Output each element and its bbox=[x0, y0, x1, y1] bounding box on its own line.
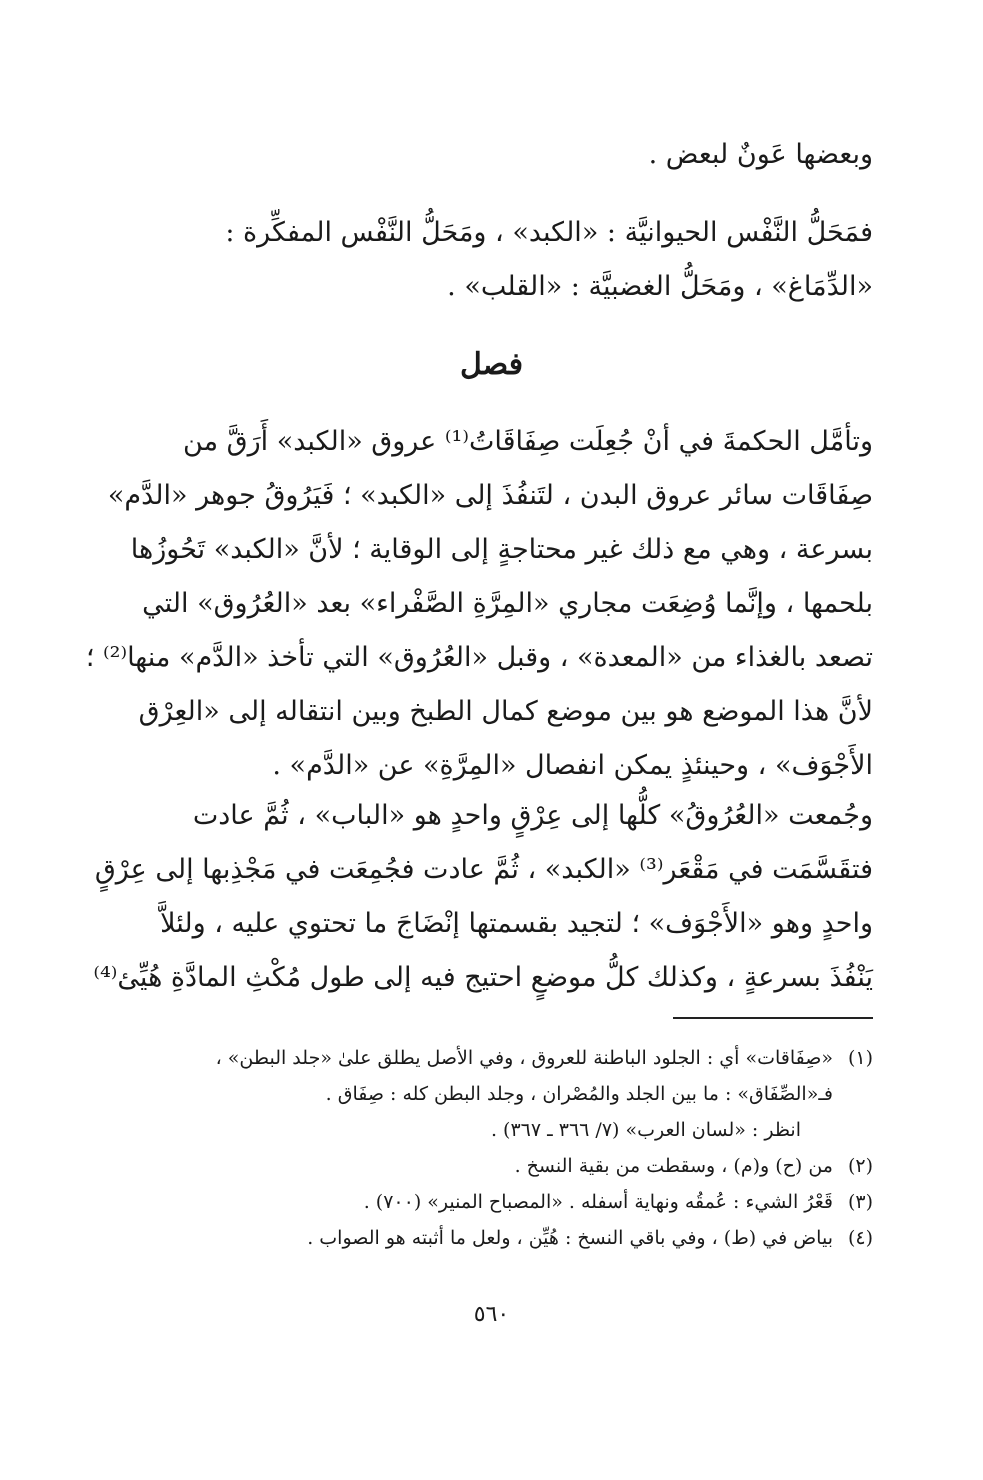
paragraph-2 bbox=[103, 206, 873, 314]
text-line: الأَجْوَف» ، وحينئذٍ يمكن انفصال «المِرَّةِ» عن «الدَّم» . bbox=[272, 750, 873, 781]
footnote-number: (١) bbox=[847, 1047, 873, 1069]
footnote-text: «صِفَاقات» أي : الجلود الباطنة للعروق ، وفي الأصل يطلق علىٰ «جلد البطن» ، bbox=[215, 1047, 833, 1069]
footnote-1 bbox=[103, 1040, 873, 1076]
text-line: وتأمَّل الحكمةَ في أنْ جُعِلَت صِفَاقَاتُ⁽¹⁾ عروق «الكبد» أَرَقَّ من bbox=[183, 426, 873, 457]
footnote-text: قَعْرُ الشيء : عُمقُه ونهاية أسفله . «المصباح المنير» (٧٠٠) . bbox=[363, 1191, 833, 1213]
footnote-text: انظر : «لسان العرب» (٧/ ٣٦٦ ـ ٣٦٧) . bbox=[490, 1119, 801, 1141]
text-line: واحدٍ وهو «الأَجْوَف» ؛ لتجيد بقسمتها إنْضَاجَ ما تحتوي عليه ، ولئلاَّ bbox=[160, 908, 873, 939]
footnote-text: فـ«الصِّفَاق» : ما بين الجلد والمُصْران ، وجلد البطن كله : صِفَاق . bbox=[325, 1083, 833, 1105]
paragraph-4 bbox=[93, 789, 873, 1005]
text-line: لأنَّ هذا الموضع هو بين موضع كمال الطبخ وبين انتقاله إلى «العِرْق bbox=[138, 696, 873, 727]
text-line: بلحمها ، وإنَّما وُضِعَت مجاري «المِرَّةِ الصَّفْراء» بعد «العُرُوق» التي bbox=[142, 588, 873, 619]
footnote-text: من (ح) و(م) ، وسقطت من بقية النسخ . bbox=[514, 1155, 833, 1177]
text-line: فتقَسَّمَت في مَقْعَر⁽³⁾ «الكبد» ، ثُمَّ عادت فجُمِعَت في مَجْذِبها إلى عِرْقٍ bbox=[94, 854, 873, 885]
page-number: ٥٦٠ bbox=[473, 1302, 510, 1327]
footnote-text: بياض في (ط) ، وفي باقي النسخ : هُيِّن ، ولعل ما أثبته هو الصواب . bbox=[307, 1227, 833, 1249]
text-line: وجُمعت «العُرُوقُ» كلُّها إلى عِرْقٍ واحدٍ هو «الباب» ، ثُمَّ عادت bbox=[192, 800, 873, 831]
footnote-3 bbox=[103, 1184, 873, 1220]
footnote-4 bbox=[103, 1220, 873, 1256]
footnotes bbox=[103, 1040, 873, 1256]
footnote-2 bbox=[103, 1148, 873, 1184]
footnote-number: (٣) bbox=[847, 1191, 873, 1213]
text-line: فمَحَلُّ النَّفْس الحيوانيَّة : «الكبد» ، ومَحَلُّ النَّفْس المفكِّرة : bbox=[225, 217, 873, 248]
paragraph-3 bbox=[85, 415, 873, 793]
text-line: صِفَاقَات سائر عروق البدن ، لتَنفُذَ إلى «الكبد» ؛ فَيَرُوقُ جوهر «الدَّم» bbox=[107, 480, 873, 511]
text-line: بسرعة ، وهي مع ذلك غير محتاجةٍ إلى الوقاية ؛ لأنَّ «الكبد» تَحُوزُها bbox=[130, 534, 873, 565]
section-heading: فصل bbox=[459, 347, 524, 382]
footnote-separator bbox=[673, 1017, 873, 1019]
text-line: وبعضها عَونٌ لبعض . bbox=[648, 139, 873, 170]
text-line: «الدِّمَاغ» ، ومَحَلُّ الغضبيَّة : «القلب» . bbox=[447, 271, 873, 302]
footnote-number: (٢) bbox=[847, 1155, 873, 1177]
text-line: يَنْفُذَ بسرعةٍ ، وكذلك كلُّ موضعٍ احتيج فيه إلى طول مُكْثِ المادَّةِ هُيِّئ⁽⁴⁾ bbox=[93, 962, 873, 993]
paragraph-1 bbox=[103, 128, 873, 182]
text-line: تصعد بالغذاء من «المعدة» ، وقبل «العُرُوق» التي تأخذ «الدَّم» منها⁽²⁾ ؛ bbox=[85, 642, 873, 673]
footnote-number: (٤) bbox=[847, 1227, 873, 1249]
